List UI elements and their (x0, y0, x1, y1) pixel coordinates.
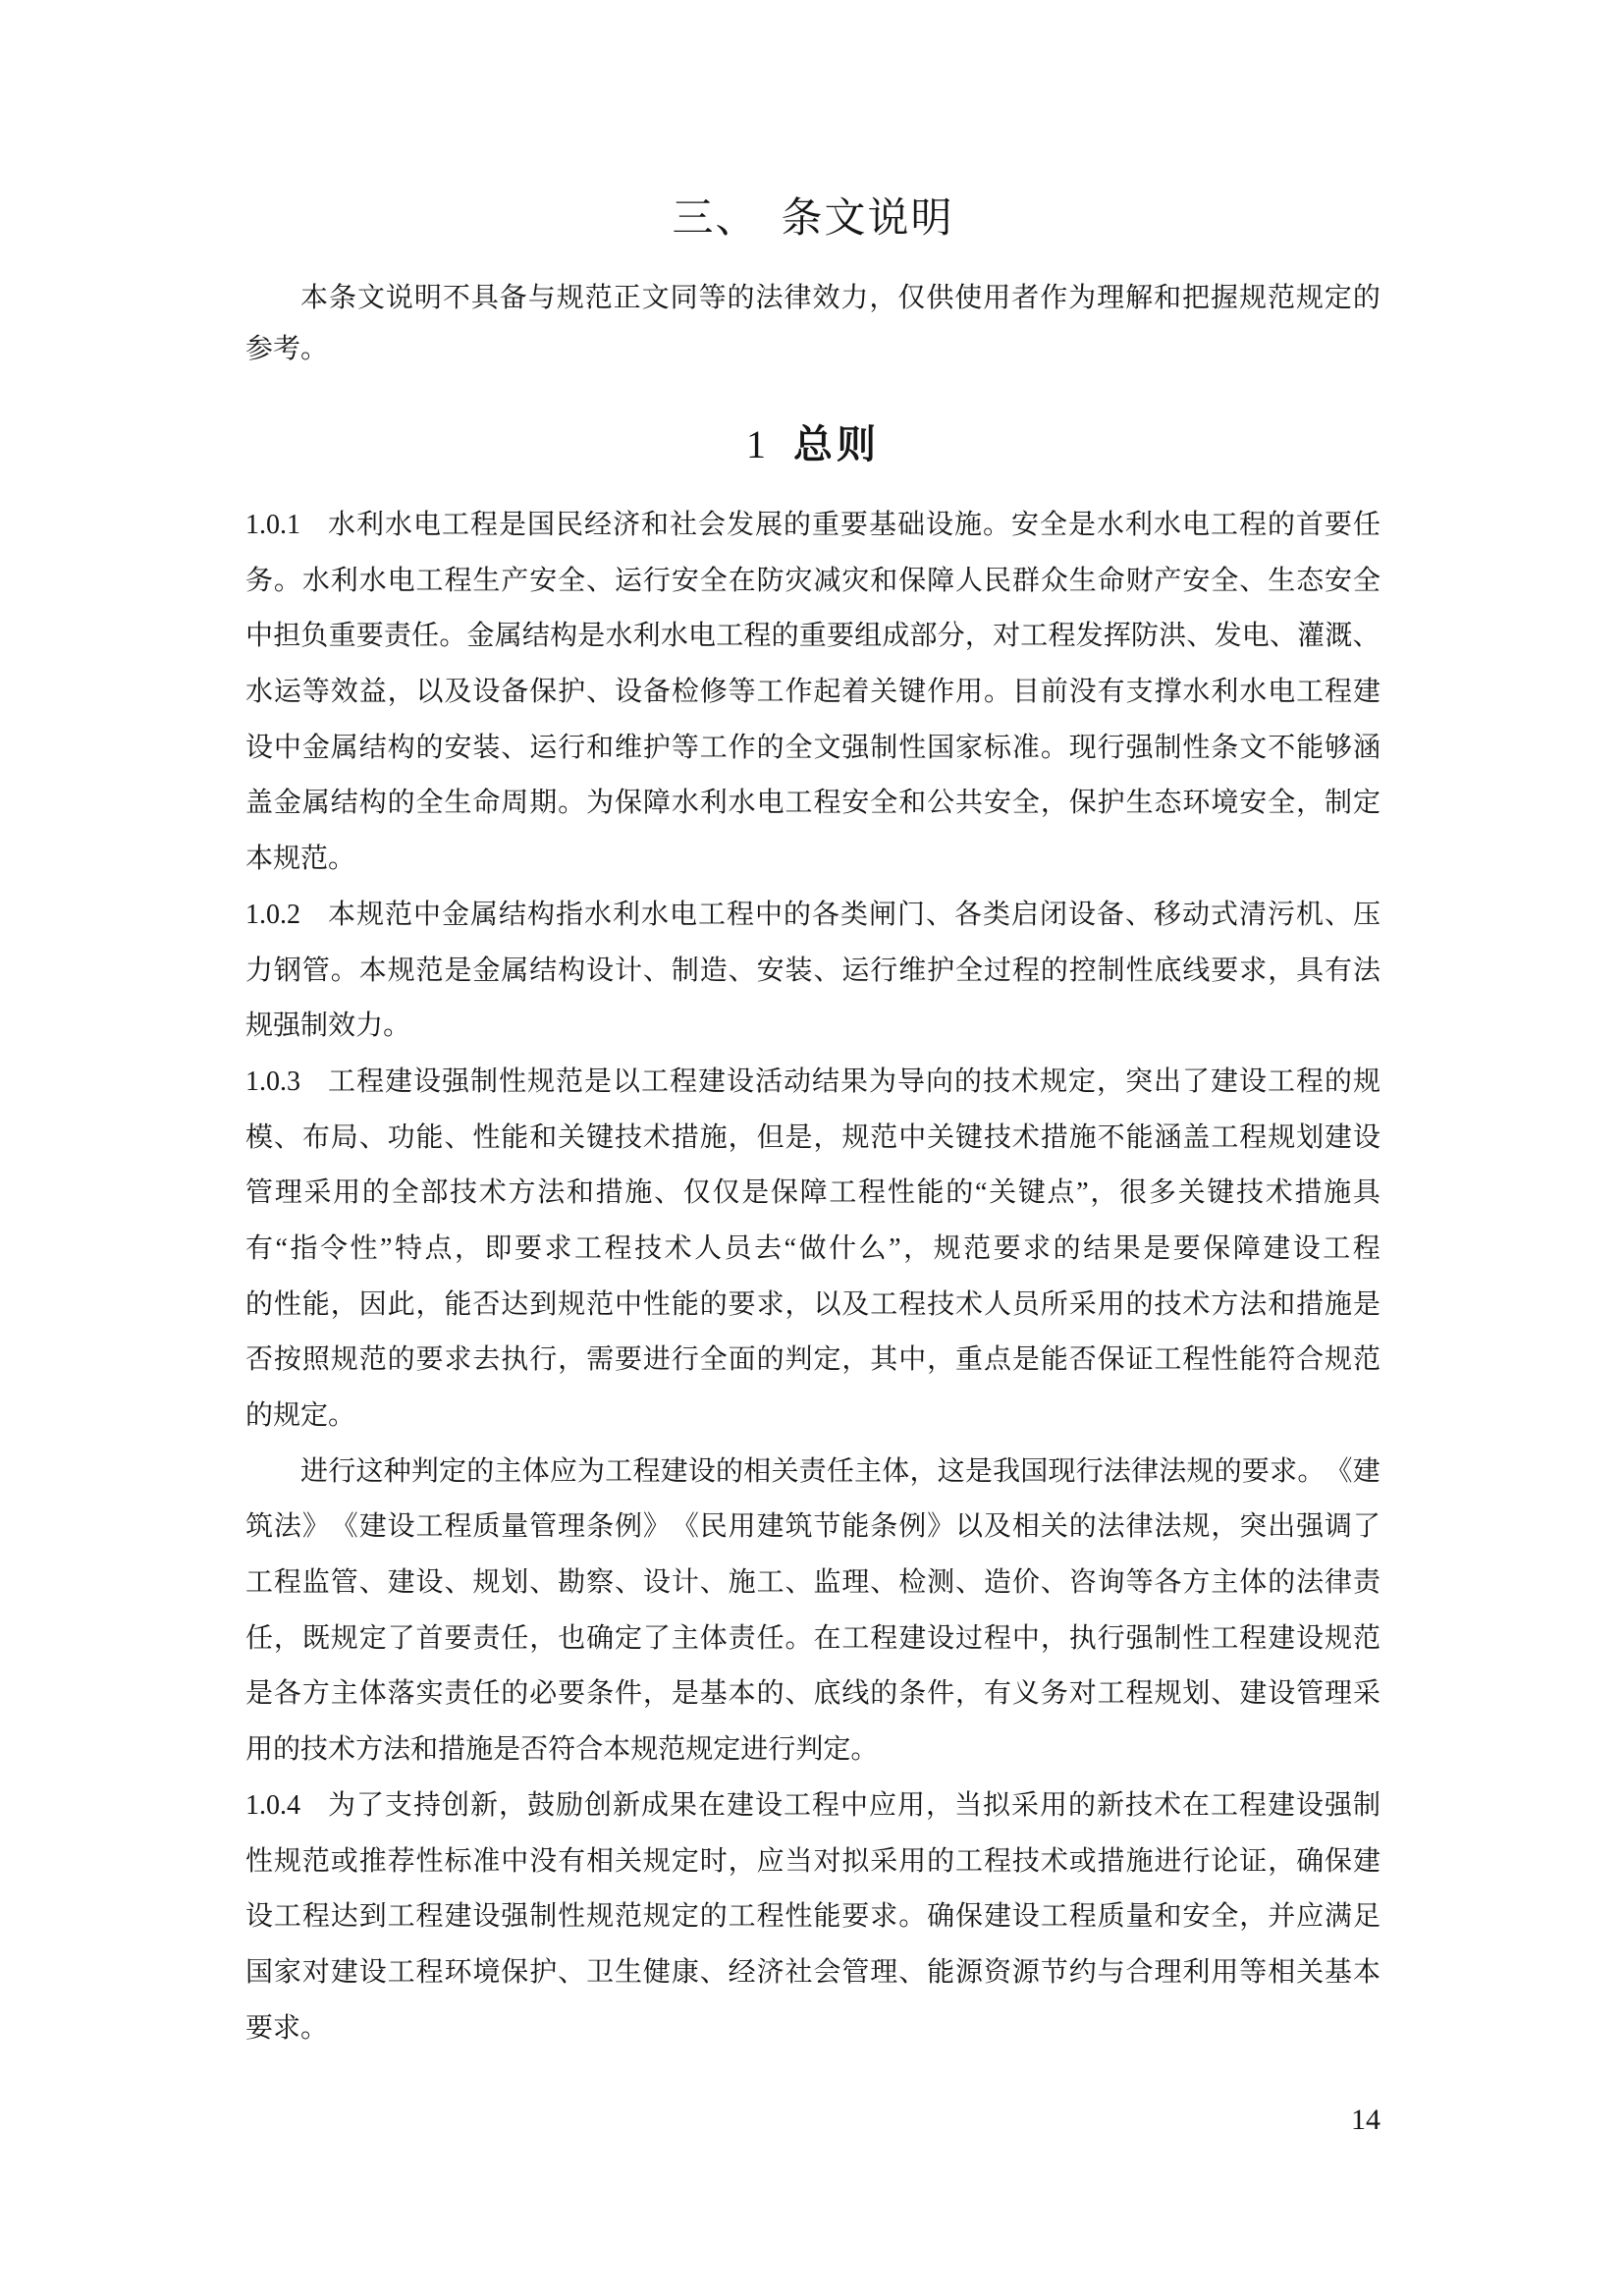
text-line: 性 规 范 或 推 荐 性 标 准 中 没 有 相 关 规 定 时 ， 应 当 对 拟 采 用 的 工 程 技 术 或 措 施 进 行 论 证 ， 确 保 建 (245, 1845, 1380, 1877)
text-line: 1.0.2 本 规 范 中 金 属 结 构 指 水 利 水 电 工 程 中 的 各 类 闸 门 、 各 类 启 闭 设 备 、 移 动 式 清 污 机 、 压 (245, 888, 1380, 944)
chapter-heading (245, 422, 1380, 467)
text-line: 筑 法 》 《 建 设 工 程 质 量 管 理 条 例 》 《 民 用 建 筑 节 能 条 例 》 以 及 相 关 的 法 律 法 规 ， 突 出 强 调 了 (245, 1511, 1380, 1543)
text-line: 务 。 水 利 水 电 工 程 生 产 安 全 、 运 行 安 全 在 防 灾 减 灾 和 保 障 人 民 群 众 生 命 财 产 安 全 、 生 态 安 全 (245, 565, 1380, 596)
text-line: 进 行 这 种 判 定 的 主 体 应 为 工 程 建 设 的 相 关 责 任 主 体 ， 这 是 我 国 现 行 法 律 法 规 的 要 求 。 《 建 (300, 1455, 1380, 1487)
text-line: 水 运 等 效 益 ， 以 及 设 备 保 护 、 设 备 检 修 等 工 作 起 着 关 键 作 用 。 目 前 没 有 支 撑 水 利 水 电 工 程 建 (245, 677, 1380, 708)
text-line: 规强制效力。 (245, 1011, 411, 1042)
page-number: 14 (1351, 2104, 1380, 2136)
text-line: 盖 金 属 结 构 的 全 生 命 周 期 。 为 保 障 水 利 水 电 工 程 安 全 和 公 共 安 全 ， 保 护 生 态 环 境 安 全 ， 制 定 (245, 788, 1380, 819)
text-line: 要求。 (245, 2012, 329, 2044)
text-line: 的 性 能 ， 因 此 ， 能 否 达 到 规 范 中 性 能 的 要 求 ， 以 及 工 程 技 术 人 员 所 采 用 的 技 术 方 法 和 措 施 是 (245, 1288, 1380, 1320)
text-line: 的规定。 (245, 1400, 356, 1431)
text-line: 工 程 监 管 、 建 设 、 规 划 、 勘 察 、 设 计 、 施 工 、 监 理 、 检 测 、 造 价 、 咨 询 等 各 方 主 体 的 法 律 责 (245, 1567, 1380, 1599)
text-line: 1.0.4 为 了 支 持 创 新 ， 鼓 励 创 新 成 果 在 建 设 工 程 中 应 用 ， 当 拟 采 用 的 新 技 术 在 工 程 建 设 强 制 (245, 1778, 1380, 1834)
text-line: 参考。 (245, 334, 329, 364)
text-line: 是 各 方 主 体 落 实 责 任 的 必 要 条 件 ， 是 基 本 的 、 底 线 的 条 件 ， 有 义 务 对 工 程 规 划 、 建 设 管 理 采 (245, 1678, 1380, 1710)
text-line: 设 中 金 属 结 构 的 安 装 、 运 行 和 维 护 等 工 作 的 全 文 强 制 性 国 家 标 准 。 现 行 强 制 性 条 文 不 能 够 涵 (245, 732, 1380, 763)
text-line: 1.0.3 工 程 建 设 强 制 性 规 范 是 以 工 程 建 设 活 动 结 果 为 导 向 的 技 术 规 定 ， 突 出 了 建 设 工 程 的 规 (245, 1055, 1380, 1111)
label-gap (301, 888, 327, 944)
chapter-title: 总则 (793, 423, 880, 466)
label-gap (301, 1055, 327, 1111)
text-line: 本 条 文 说 明 不 具 备 与 规 范 正 文 同 等 的 法 律 效 力 ， 仅 供 使 用 者 作 为 理 解 和 把 握 规 范 规 定 的 (300, 283, 1380, 313)
page-title: 三、 条文说明 (672, 196, 954, 242)
label-gap (301, 498, 327, 554)
text-line: 设 工 程 达 到 工 程 建 设 强 制 性 规 范 规 定 的 工 程 性 能 要 求 。 确 保 建 设 工 程 质 量 和 安 全 ， 并 应 满 足 (245, 1901, 1380, 1933)
intro-note (245, 273, 1380, 375)
text-line: 任 ， 既 规 定 了 首 要 责 任 ， 也 确 定 了 主 体 责 任 。 在 工 程 建 设 过 程 中 ， 执 行 强 制 性 工 程 建 设 规 范 (245, 1622, 1380, 1654)
chapter-number: 1 (746, 422, 766, 466)
text-line: 用的技术方法和措施是否符合本规范规定进行判定。 (245, 1734, 879, 1766)
text-line: 否 按 照 规 范 的 要 求 去 执 行 ， 需 要 进 行 全 面 的 判 定 ， 其 中 ， 重 点 是 能 否 保 证 工 程 性 能 符 合 规 范 (245, 1344, 1380, 1376)
text-line: 中 担 负 重 要 责 任 。 金 属 结 构 是 水 利 水 电 工 程 的 重 要 组 成 部 分 ， 对 工 程 发 挥 防 洪 、 发 电 、 灌 溉 、 (245, 621, 1380, 652)
text-line: 力 钢 管 。 本 规 范 是 金 属 结 构 设 计 、 制 造 、 安 装 、 运 行 维 护 全 过 程 的 控 制 性 底 线 要 求 ， 具 有 法 (245, 955, 1380, 986)
text-line: 本规范。 (245, 844, 356, 875)
text-line: 模 、 布 局 、 功 能 、 性 能 和 关 键 技 术 措 施 ， 但 是 ， 规 范 中 关 键 技 术 措 施 不 能 涵 盖 工 程 规 划 建 设 (245, 1121, 1380, 1153)
text-line: 管 理 采 用 的 全 部 技 术 方 法 和 措 施 、 仅 仅 是 保 障 工 程 性 能 的 “ 关 键 点 ” ， 很 多 关 键 技 术 措 施 具 (245, 1177, 1380, 1209)
clauses-body (245, 498, 1380, 2056)
text-line: 国 家 对 建 设 工 程 环 境 保 护 、 卫 生 健 康 、 经 济 社 会 管 理 、 能 源 资 源 节 约 与 合 理 利 用 等 相 关 基 本 (245, 1956, 1380, 1988)
text-line: 1.0.1 水 利 水 电 工 程 是 国 民 经 济 和 社 会 发 展 的 重 要 基 础 设 施 。 安 全 是 水 利 水 电 工 程 的 首 要 任 (245, 498, 1380, 554)
label-gap (301, 1778, 327, 1834)
text-line: 有 “ 指 令 性 ” 特 点 ， 即 要 求 工 程 技 术 人 员 去 “ 做 什 么 ” ， 规 范 要 求 的 结 果 是 要 保 障 建 设 工 程 (245, 1232, 1380, 1264)
